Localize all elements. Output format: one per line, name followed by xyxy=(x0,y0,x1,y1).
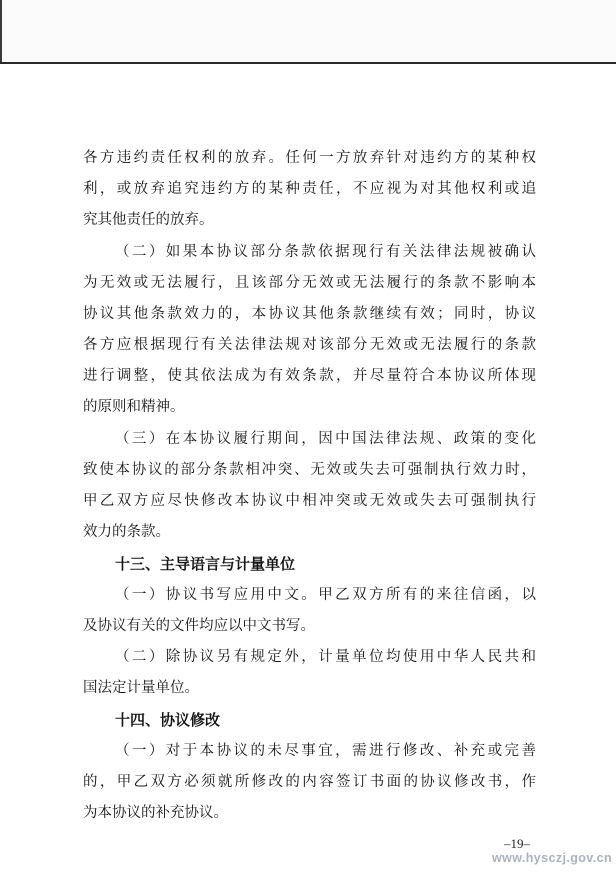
page-frame-top xyxy=(0,0,616,64)
text-line: （二）除协议另有规定外，计量单位均使用中华人民共和 xyxy=(115,649,536,665)
section-heading: 十三、主导语言与计量单位 xyxy=(115,555,296,573)
text-line: （三）在本协议履行期间，因中国法律法规、政策的变化 xyxy=(115,431,536,447)
text-line: （一）协议书写应用中文。甲乙双方所有的来往信函，以 xyxy=(115,587,536,603)
source-watermark: www.hysczj.gov.cn xyxy=(491,851,612,865)
text-line: 究其他责任的放弃。 xyxy=(83,212,214,228)
text-line: 进行调整，使其依法成为有效条款，并尽量符合本协议所体现 xyxy=(83,368,536,384)
text-line: 的原则和精神。 xyxy=(83,399,185,415)
text-line: 及协议有关的文件均应以中文书写。 xyxy=(83,618,315,634)
text-line: 各方应根据现行有关法律法规对该部分无效或无法履行的条款 xyxy=(83,337,536,353)
text-line: 协议其他条款效力的，本协议其他条款继续有效；同时，协议 xyxy=(83,306,536,322)
page-frame-left xyxy=(0,0,2,62)
text-line: （二）如果本协议部分条款依据现行有关法律法规被确认 xyxy=(115,244,536,260)
text-line: （一）对于本协议的未尽事宜，需进行修改、补充或完善 xyxy=(115,743,536,759)
text-line: 各方违约责任权利的放弃。任何一方放弃针对违约方的某种权 xyxy=(83,150,536,166)
section-heading: 十四、协议修改 xyxy=(115,711,221,729)
text-line: 为本协议的补充协议。 xyxy=(83,805,228,821)
text-line: 为无效或无法履行，且该部分无效或无法履行的条款不影响本 xyxy=(83,275,536,291)
text-line: 效力的条款。 xyxy=(83,524,170,540)
text-line: 致使本协议的部分条款相冲突、无效或失去可强制执行效力时， xyxy=(83,462,536,478)
text-line: 国法定计量单位。 xyxy=(83,680,199,696)
text-line: 的，甲乙双方必须就所修改的内容签订书面的协议修改书，作 xyxy=(83,774,536,790)
page-number: –19– xyxy=(504,836,530,851)
text-line: 利，或放弃追究违约方的某种责任，不应视为对其他权利或追 xyxy=(83,181,536,197)
text-line: 甲乙双方应尽快修改本协议中相冲突或无效或失去可强制执行 xyxy=(83,493,536,509)
